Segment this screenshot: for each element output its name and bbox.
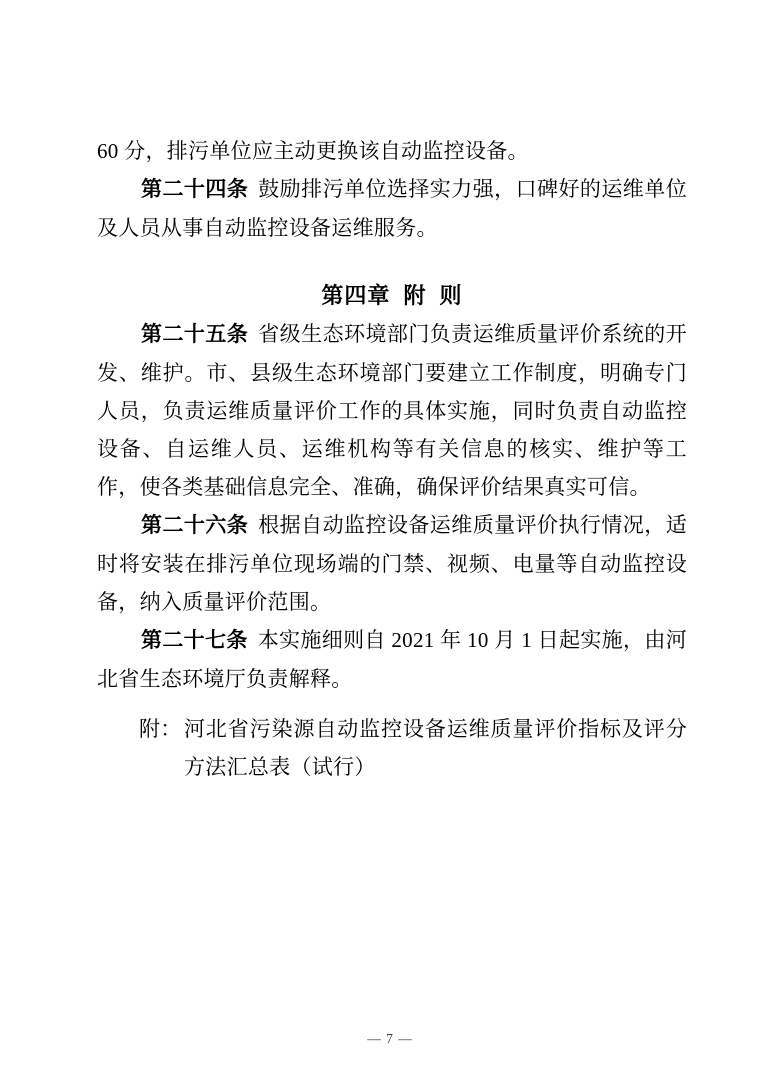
paragraph-continuation <box>97 132 687 170</box>
paragraph-article-27 <box>97 621 687 698</box>
article-27-body: 本实施细则自 2021 年 10 月 1 日起实施，由河北省生态环境厅负责解释。 <box>97 628 687 691</box>
article-27-term: 第二十七条 <box>141 629 248 652</box>
chapter-heading <box>97 277 687 315</box>
page-footer <box>0 1030 780 1048</box>
article-24-body: 鼓励排污单位选择实力强，口碑好的运维单位及人员从事自动监控设备运维服务。 <box>97 177 688 240</box>
attachment-text: 河北省污染源自动监控设备运维质量评价指标及评分方法汇总表（试行） <box>184 717 687 779</box>
paragraph-continuation-text: 60 分，排污单位应主动更换该自动监控设备。 <box>97 139 529 163</box>
paragraph-article-24 <box>97 170 687 247</box>
paragraph-article-25 <box>97 315 687 506</box>
article-25-body: 省级生态环境部门负责运维质量评价系统的开发、维护。市、县级生态环境部门要建立工作制度，明确专门人员，负责运维质量评价工作的具体实施，同时负责自动监控设备、自运维人员、运维机构等有关信息的核实、维护等工作，使各类基础信息完全、准确，确保评价结果真实可信。 <box>97 322 688 499</box>
article-26-body: 根据自动监控设备运维质量评价执行情况，适时将安装在排污单位现场端的门禁、视频、电量等自动监控设备，纳入质量评价范围。 <box>97 513 688 614</box>
article-25-term: 第二十五条 <box>141 323 249 346</box>
paragraph-article-26 <box>97 506 687 621</box>
attachment-note <box>139 710 687 786</box>
article-26-term: 第二十六条 <box>141 514 249 537</box>
document-body <box>97 132 687 786</box>
chapter-title: 附 则 <box>403 283 463 308</box>
attachment-label: 附： <box>139 717 182 741</box>
page-number: — 7 — <box>367 1031 413 1046</box>
chapter-number: 第四章 <box>321 283 391 308</box>
article-24-term: 第二十四条 <box>141 178 249 201</box>
